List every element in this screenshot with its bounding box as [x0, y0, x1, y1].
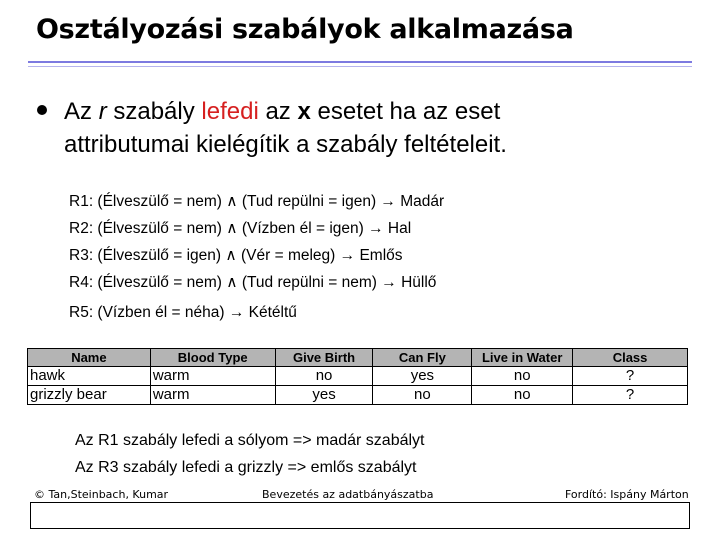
cell-class: ? [573, 386, 688, 405]
bullet-text-part: Az [64, 98, 99, 125]
bullet-x-variable: x [297, 98, 311, 125]
column-header-class: Class [573, 349, 688, 367]
bullet-point-icon [37, 105, 47, 115]
note-r1: Az R1 szabály lefedi a sólyom => madár szabályt [75, 432, 425, 449]
cell-live-in-water: no [472, 386, 573, 405]
cell-name: grizzly bear [28, 386, 151, 405]
cell-give-birth: no [275, 367, 373, 386]
column-header-name: Name [28, 349, 151, 367]
page-title: Osztályozási szabályok alkalmazása [36, 14, 574, 45]
cell-give-birth: yes [275, 386, 373, 405]
footer-box [30, 502, 690, 529]
title-underline-secondary [28, 66, 692, 67]
table-row [28, 386, 688, 405]
column-header-can-fly: Can Fly [373, 349, 472, 367]
bullet-text-part: esetet ha az eset attributumai kielégítik a szabály feltételeit. [64, 98, 507, 158]
table-header-row [28, 349, 688, 367]
rule-r3: R3: (Élveszülő = igen) ∧ (Vér = meleg) → Emlős [69, 247, 403, 264]
cell-live-in-water: no [472, 367, 573, 386]
footer-copyright: © Tan,Steinbach, Kumar [34, 488, 169, 501]
cell-blood-type: warm [150, 386, 275, 405]
bullet-highlight-lefedi: lefedi [201, 98, 259, 125]
footer-translator: Fordító: Ispány Márton [565, 488, 689, 501]
rule-r4: R4: (Élveszülő = nem) ∧ (Tud repülni = nem) → Hüllő [69, 274, 437, 291]
column-header-live-in-water: Live in Water [472, 349, 573, 367]
cell-blood-type: warm [150, 367, 275, 386]
rule-r5: R5: (Vízben él = néha) → Kétéltű [69, 304, 297, 321]
rule-list [69, 188, 444, 326]
cell-can-fly: no [373, 386, 472, 405]
rule-r1: R1: (Élveszülő = nem) ∧ (Tud repülni = igen) → Madár [69, 193, 445, 210]
table-row [28, 367, 688, 386]
bullet-text-part: az [258, 98, 298, 125]
bullet-text-part: szabály [106, 98, 202, 125]
cell-can-fly: yes [373, 367, 472, 386]
rule-r2: R2: (Élveszülő = nem) ∧ (Vízben él = igen) → Hal [69, 220, 412, 237]
footer-course-title: Bevezetés az adatbányászatba [262, 488, 434, 501]
column-header-blood-type: Blood Type [150, 349, 275, 367]
cell-name: hawk [28, 367, 151, 386]
column-header-give-birth: Give Birth [275, 349, 373, 367]
bullet-r-variable: r [98, 98, 107, 125]
cell-class: ? [573, 367, 688, 386]
title-underline [28, 61, 692, 63]
records-table [27, 348, 688, 405]
note-r3: Az R3 szabály lefedi a grizzly => emlős szabályt [75, 459, 417, 476]
bullet-text [64, 95, 624, 161]
